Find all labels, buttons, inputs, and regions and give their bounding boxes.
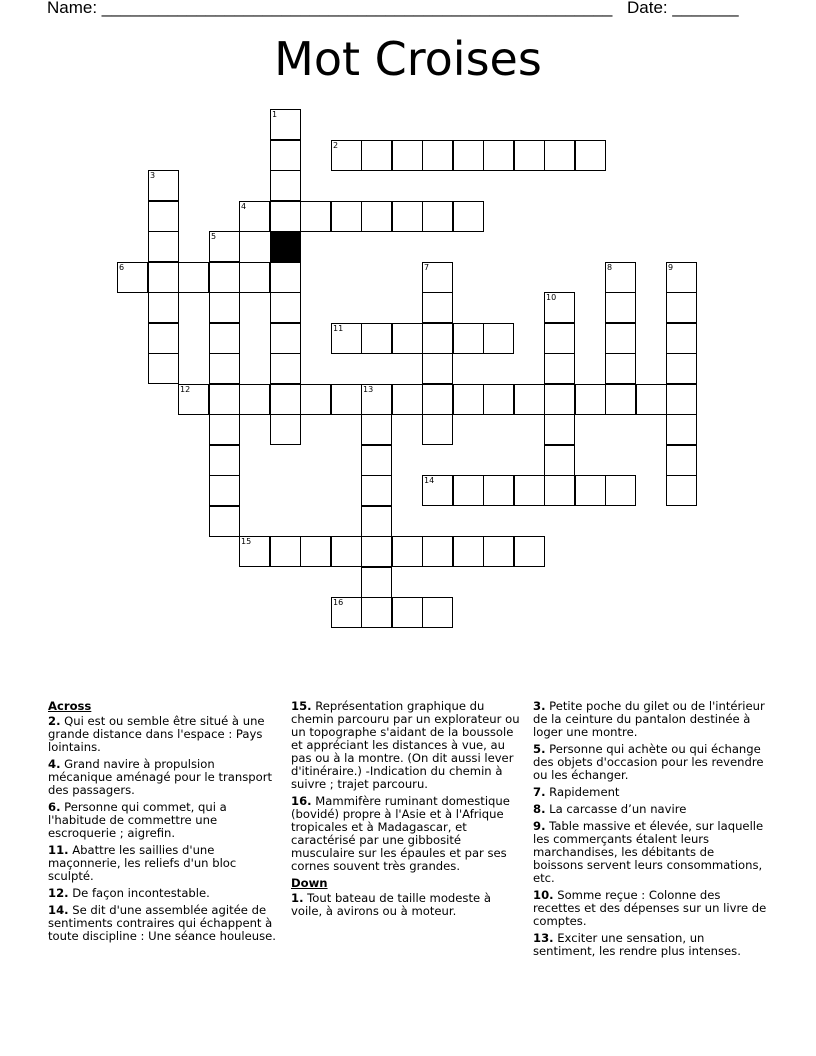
- grid-cell[interactable]: [361, 506, 392, 537]
- grid-cell[interactable]: [209, 445, 240, 476]
- grid-cell[interactable]: [178, 384, 209, 415]
- clue-down-3: 3. Petite poche du gilet ou de l'intérieur de la ceinture du pantalon destinée à loger une montre.: [533, 699, 765, 739]
- grid-cell[interactable]: [544, 323, 575, 354]
- grid-cell[interactable]: [361, 323, 392, 354]
- grid-cell[interactable]: [270, 109, 301, 140]
- clue-number: 3: [150, 171, 156, 180]
- grid-cell[interactable]: [239, 201, 270, 232]
- grid-cell[interactable]: [361, 536, 392, 567]
- clue-number: 9: [668, 263, 674, 272]
- grid-cell[interactable]: [331, 384, 362, 415]
- grid-cell[interactable]: [453, 201, 484, 232]
- grid-cell[interactable]: [148, 201, 179, 232]
- grid-cell[interactable]: [666, 292, 697, 323]
- grid-cell[interactable]: [544, 414, 575, 445]
- grid-cell[interactable]: [605, 262, 636, 293]
- grid-cell[interactable]: [148, 292, 179, 323]
- page-title: Mot Croises: [274, 32, 542, 86]
- grid-cell[interactable]: [300, 201, 331, 232]
- grid-cell[interactable]: [331, 536, 362, 567]
- clue-down-5: 5. Personne qui achète ou qui échange des objets d'occasion pour les revendre ou les échanger.: [533, 742, 764, 782]
- grid-cell[interactable]: [270, 536, 301, 567]
- clue-number: 15: [241, 537, 252, 546]
- grid-cell[interactable]: [453, 475, 484, 506]
- grid-cell[interactable]: [209, 353, 240, 384]
- grid-cell[interactable]: [666, 445, 697, 476]
- grid-cell[interactable]: [209, 323, 240, 354]
- grid-cell[interactable]: [575, 384, 606, 415]
- grid-cell[interactable]: [270, 353, 301, 384]
- grid-cell[interactable]: [666, 323, 697, 354]
- grid-cell[interactable]: [331, 597, 362, 628]
- grid-cell[interactable]: [392, 536, 423, 567]
- grid-cell[interactable]: [422, 323, 453, 354]
- grid-cell[interactable]: [270, 170, 301, 201]
- grid-cell[interactable]: [361, 567, 392, 598]
- clue-number: 2: [333, 141, 339, 150]
- grid-cell[interactable]: [453, 323, 484, 354]
- grid-cell[interactable]: [422, 201, 453, 232]
- grid-cell[interactable]: [422, 140, 453, 171]
- grid-cell[interactable]: [361, 445, 392, 476]
- grid-cell[interactable]: [483, 384, 514, 415]
- grid-cell[interactable]: [453, 384, 484, 415]
- grid-cell[interactable]: [148, 323, 179, 354]
- grid-cell[interactable]: [148, 170, 179, 201]
- grid-cell[interactable]: [239, 384, 270, 415]
- clue-across-12: 12. De façon incontestable.: [48, 886, 210, 900]
- grid-cell[interactable]: [483, 475, 514, 506]
- grid-cell[interactable]: [392, 597, 423, 628]
- clue-number: 12: [180, 385, 191, 394]
- grid-cell[interactable]: [270, 414, 301, 445]
- grid-cell[interactable]: [544, 475, 575, 506]
- across-heading: Across: [48, 699, 92, 713]
- down-heading: Down: [291, 876, 328, 890]
- grid-cell[interactable]: [148, 353, 179, 384]
- clue-across-4: 4. Grand navire à propulsion mécanique aménagé pour le transport des passagers.: [48, 757, 273, 797]
- grid-cell[interactable]: [666, 384, 697, 415]
- grid-cell[interactable]: [300, 384, 331, 415]
- grid-cell[interactable]: [209, 384, 240, 415]
- grid-cell[interactable]: [270, 292, 301, 323]
- clue-down-7: 7. Rapidement: [533, 785, 620, 799]
- clue-number: 16: [333, 598, 344, 607]
- grid-cell[interactable]: [270, 140, 301, 171]
- grid-cell[interactable]: [209, 231, 240, 262]
- grid-block: [270, 231, 301, 262]
- grid-cell[interactable]: [666, 414, 697, 445]
- grid-cell[interactable]: [544, 353, 575, 384]
- grid-cell[interactable]: [331, 323, 362, 354]
- grid-cell[interactable]: [666, 353, 697, 384]
- grid-cell[interactable]: [331, 201, 362, 232]
- grid-cell[interactable]: [209, 506, 240, 537]
- clue-down-13: 13. Exciter une sensation, un sentiment, les rendre plus intenses.: [533, 931, 741, 958]
- clue-number: 4: [241, 202, 247, 211]
- grid-cell[interactable]: [453, 536, 484, 567]
- grid-cell[interactable]: [605, 475, 636, 506]
- grid-cell[interactable]: [483, 323, 514, 354]
- clue-down-10: 10. Somme reçue : Colonne des recettes et des dépenses sur un livre de comptes.: [533, 888, 767, 928]
- grid-cell[interactable]: [270, 262, 301, 293]
- grid-cell[interactable]: [361, 201, 392, 232]
- grid-cell[interactable]: [361, 384, 392, 415]
- grid-cell[interactable]: [575, 140, 606, 171]
- grid-cell[interactable]: [392, 323, 423, 354]
- grid-cell[interactable]: [636, 384, 667, 415]
- clues-column-1: [48, 700, 280, 947]
- clue-down-1: 1. Tout bateau de taille modeste à voile, à avirons ou à moteur.: [291, 891, 491, 918]
- grid-cell[interactable]: [422, 536, 453, 567]
- clue-number: 6: [119, 263, 125, 272]
- clue-across-15: 15. Représentation graphique du chemin parcouru par un explorateur ou un topographe s'aidant de la boussole et appréciant les distances à vue, au pas ou à la montre. (On dit aussi lever d'itinéraire.) -Indication du chemin à suivre ; trajet parcouru.: [291, 699, 520, 791]
- clues-column-3: [533, 700, 768, 962]
- grid-cell[interactable]: [605, 384, 636, 415]
- clue-across-6: 6. Personne qui commet, qui a l'habitude de commettre une escroquerie ; aigrefin.: [48, 800, 227, 840]
- grid-cell[interactable]: [148, 262, 179, 293]
- grid-cell[interactable]: [392, 140, 423, 171]
- grid-cell[interactable]: [483, 140, 514, 171]
- grid-cell[interactable]: [270, 384, 301, 415]
- grid-cell[interactable]: [117, 262, 148, 293]
- grid-cell[interactable]: [422, 597, 453, 628]
- grid-cell[interactable]: [544, 445, 575, 476]
- clue-number: 10: [546, 293, 557, 302]
- grid-cell[interactable]: [331, 140, 362, 171]
- grid-cell[interactable]: [666, 475, 697, 506]
- grid-cell[interactable]: [178, 262, 209, 293]
- grid-cell[interactable]: [514, 140, 545, 171]
- grid-cell[interactable]: [239, 262, 270, 293]
- grid-cell[interactable]: [239, 536, 270, 567]
- clue-down-9: 9. Table massive et élevée, sur laquelle les commerçants étalent leurs marchandises, les débitants de boissons servent leurs consommations, etc.: [533, 819, 764, 885]
- clue-number: 7: [424, 263, 430, 272]
- clue-across-2: 2. Qui est ou semble être situé à une grande distance dans l'espace : Pays lointains.: [48, 714, 265, 754]
- clue-across-14: 14. Se dit d'une assemblée agitée de sentiments contraires qui échappent à toute discipline : Une séance houleuse.: [48, 903, 276, 943]
- grid-cell[interactable]: [361, 414, 392, 445]
- clue-number: 8: [607, 263, 613, 272]
- grid-cell[interactable]: [209, 475, 240, 506]
- grid-cell[interactable]: [483, 536, 514, 567]
- grid-cell[interactable]: [605, 353, 636, 384]
- grid-cell[interactable]: [270, 323, 301, 354]
- clues-column-2: [291, 700, 523, 922]
- grid-cell[interactable]: [422, 475, 453, 506]
- grid-cell[interactable]: [270, 201, 301, 232]
- grid-cell[interactable]: [666, 262, 697, 293]
- grid-cell[interactable]: [544, 140, 575, 171]
- clue-across-11: 11. Abattre les saillies d'une maçonnerie, les reliefs d'un bloc sculpté.: [48, 843, 237, 883]
- grid-cell[interactable]: [392, 201, 423, 232]
- clue-down-8: 8. La carcasse d’un navire: [533, 802, 687, 816]
- grid-cell[interactable]: [575, 475, 606, 506]
- date-field-label: Date: _______: [627, 0, 739, 17]
- clue-across-16: 16. Mammifère ruminant domestique (bovidé) propre à l'Asie et à l'Afrique tropicales et à Madagascar, et caractérisé par une gibbosité musculaire sur les épaules et par ses cornes souvent très grandes.: [291, 794, 510, 873]
- grid-cell[interactable]: [422, 414, 453, 445]
- clue-number: 1: [272, 110, 278, 119]
- grid-cell[interactable]: [605, 323, 636, 354]
- grid-cell[interactable]: [422, 353, 453, 384]
- grid-cell[interactable]: [514, 475, 545, 506]
- clue-number: 14: [424, 476, 435, 485]
- clue-number: 5: [211, 232, 217, 241]
- clue-number: 11: [333, 324, 344, 333]
- grid-cell[interactable]: [148, 231, 179, 262]
- grid-cell[interactable]: [422, 384, 453, 415]
- grid-cell[interactable]: [300, 536, 331, 567]
- grid-cell[interactable]: [209, 414, 240, 445]
- grid-cell[interactable]: [544, 292, 575, 323]
- grid-cell[interactable]: [361, 597, 392, 628]
- grid-cell[interactable]: [361, 140, 392, 171]
- grid-cell[interactable]: [605, 292, 636, 323]
- grid-cell[interactable]: [392, 384, 423, 415]
- grid-cell[interactable]: [209, 262, 240, 293]
- grid-cell[interactable]: [422, 292, 453, 323]
- grid-cell[interactable]: [422, 262, 453, 293]
- grid-cell[interactable]: [361, 475, 392, 506]
- grid-cell[interactable]: [453, 140, 484, 171]
- grid-cell[interactable]: [514, 384, 545, 415]
- name-field-label: Name: ______________________________________________________: [47, 0, 613, 17]
- clue-number: 13: [363, 385, 374, 394]
- grid-cell[interactable]: [209, 292, 240, 323]
- grid-cell[interactable]: [544, 384, 575, 415]
- grid-cell[interactable]: [514, 536, 545, 567]
